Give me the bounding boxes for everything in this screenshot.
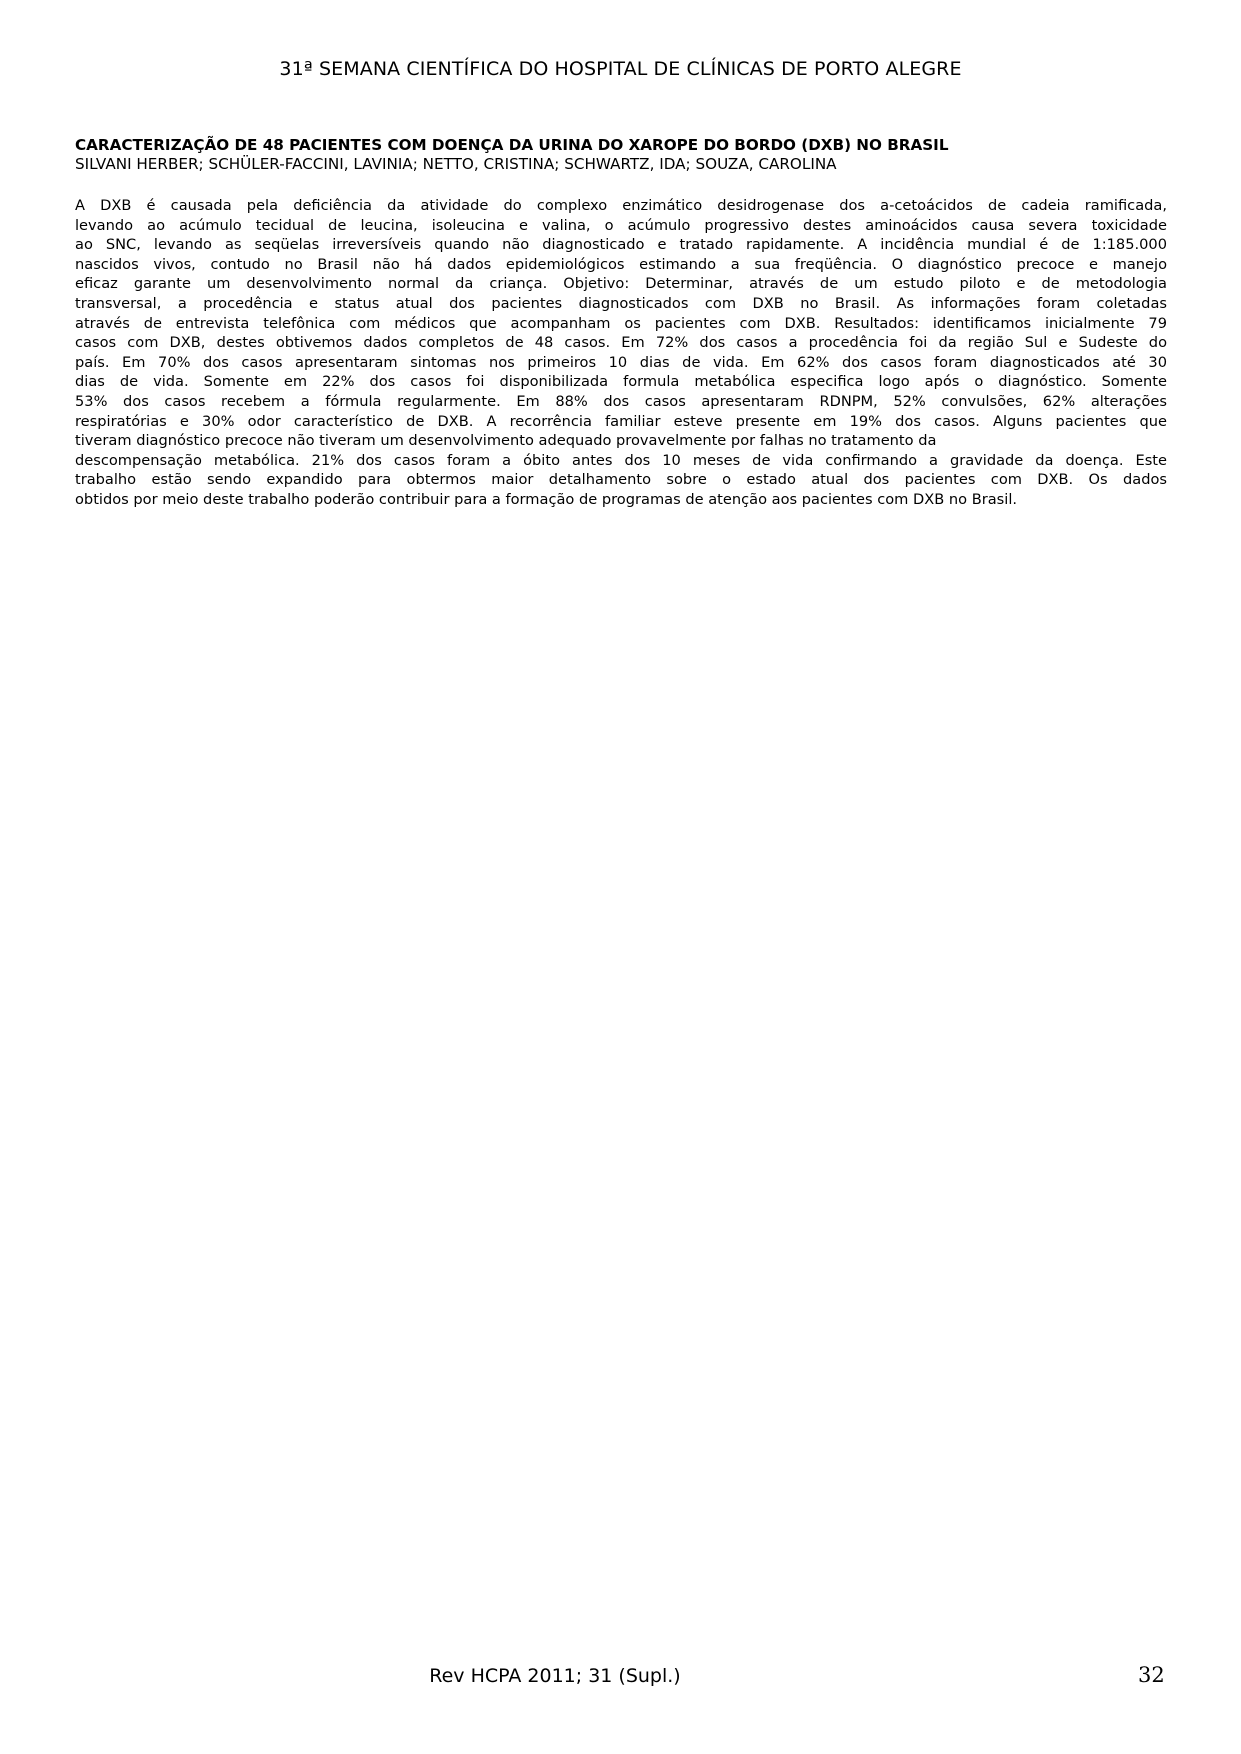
abstract-title: CARACTERIZAÇÃO DE 48 PACIENTES COM DOENÇA DA URINA DO XAROPE DO BORDO (DXB) NO BRASIL (75, 136, 949, 154)
abstract-body-line: levando ao acúmulo tecidual de leucina, isoleucina e valina, o acúmulo progressivo destes aminoácidos causa severa toxicidade (75, 216, 1167, 234)
abstract-body-line: ao SNC, levando as seqüelas irreversíveis quando não diagnosticado e tratado rapidamente. A incidência mundial é de 1:185.000 (75, 236, 1167, 254)
abstract-body-line: A DXB é causada pela deficiência da atividade do complexo enzimático desidrogenase dos a-cetoácidos de cadeia ramificada, (75, 197, 1167, 214)
abstract-body-line: casos com DXB, destes obtivemos dados completos de 48 casos. Em 72% dos casos a procedência foi da região Sul e Sudeste do (75, 334, 1167, 352)
abstract-authors: SILVANI HERBER; SCHÜLER-FACCINI, LAVINIA; NETTO, CRISTINA; SCHWARTZ, IDA; SOUZA, CAROLINA (75, 155, 837, 173)
abstract-body-line: trabalho estão sendo expandido para obtermos maior detalhamento sobre o estado atual dos pacientes com DXB. Os dados (75, 471, 1167, 489)
abstract-body (75, 196, 1167, 510)
abstract-body-line: através de entrevista telefônica com médicos que acompanham os pacientes com DXB. Resultados: identificamos inicialmente 79 (75, 314, 1167, 332)
abstract-body-line: descompensação metabólica. 21% dos casos foram a óbito antes dos 10 meses de vida confirmando a gravidade da doença. Este (75, 451, 1167, 469)
footer-citation: Rev HCPA 2011; 31 (Supl.) (429, 1665, 681, 1687)
abstract-body-line: transversal, a procedência e status atual dos pacientes diagnosticados com DXB no Brasil. As informações foram coletadas (75, 294, 1167, 312)
abstract-body-line: eficaz garante um desenvolvimento normal da criança. Objetivo: Determinar, através de um estudo piloto e de metodologia (75, 275, 1167, 293)
abstract-body-line: dias de vida. Somente em 22% dos casos foi disponibilizada formula metabólica especifica logo após o diagnóstico. Somente (75, 373, 1167, 391)
page-number: 32 (1138, 1663, 1165, 1687)
abstract-body-line: 53% dos casos recebem a fórmula regularmente. Em 88% dos casos apresentaram RDNPM, 52% convulsões, 62% alterações (75, 392, 1167, 410)
abstract-body-line: país. Em 70% dos casos apresentaram sintomas nos primeiros 10 dias de vida. Em 62% dos casos foram diagnosticados até 30 (75, 353, 1167, 371)
abstract-body-line: tiveram diagnóstico precoce não tiveram um desenvolvimento adequado provavelmente por falhas no tratamento da (75, 432, 937, 450)
running-header: 31ª SEMANA CIENTÍFICA DO HOSPITAL DE CLÍNICAS DE PORTO ALEGRE (279, 58, 962, 80)
abstract-body-line: obtidos por meio deste trabalho poderão contribuir para a formação de programas de atenção aos pacientes com DXB no Brasil. (75, 490, 1018, 508)
abstract-body-line: respiratórias e 30% odor característico de DXB. A recorrência familiar esteve presente em 19% dos casos. Alguns pacientes que (75, 412, 1167, 430)
abstract (75, 136, 1167, 510)
abstract-body-line: nascidos vivos, contudo no Brasil não há dados epidemiológicos estimando a sua freqüência. O diagnóstico precoce e manejo (75, 255, 1167, 273)
